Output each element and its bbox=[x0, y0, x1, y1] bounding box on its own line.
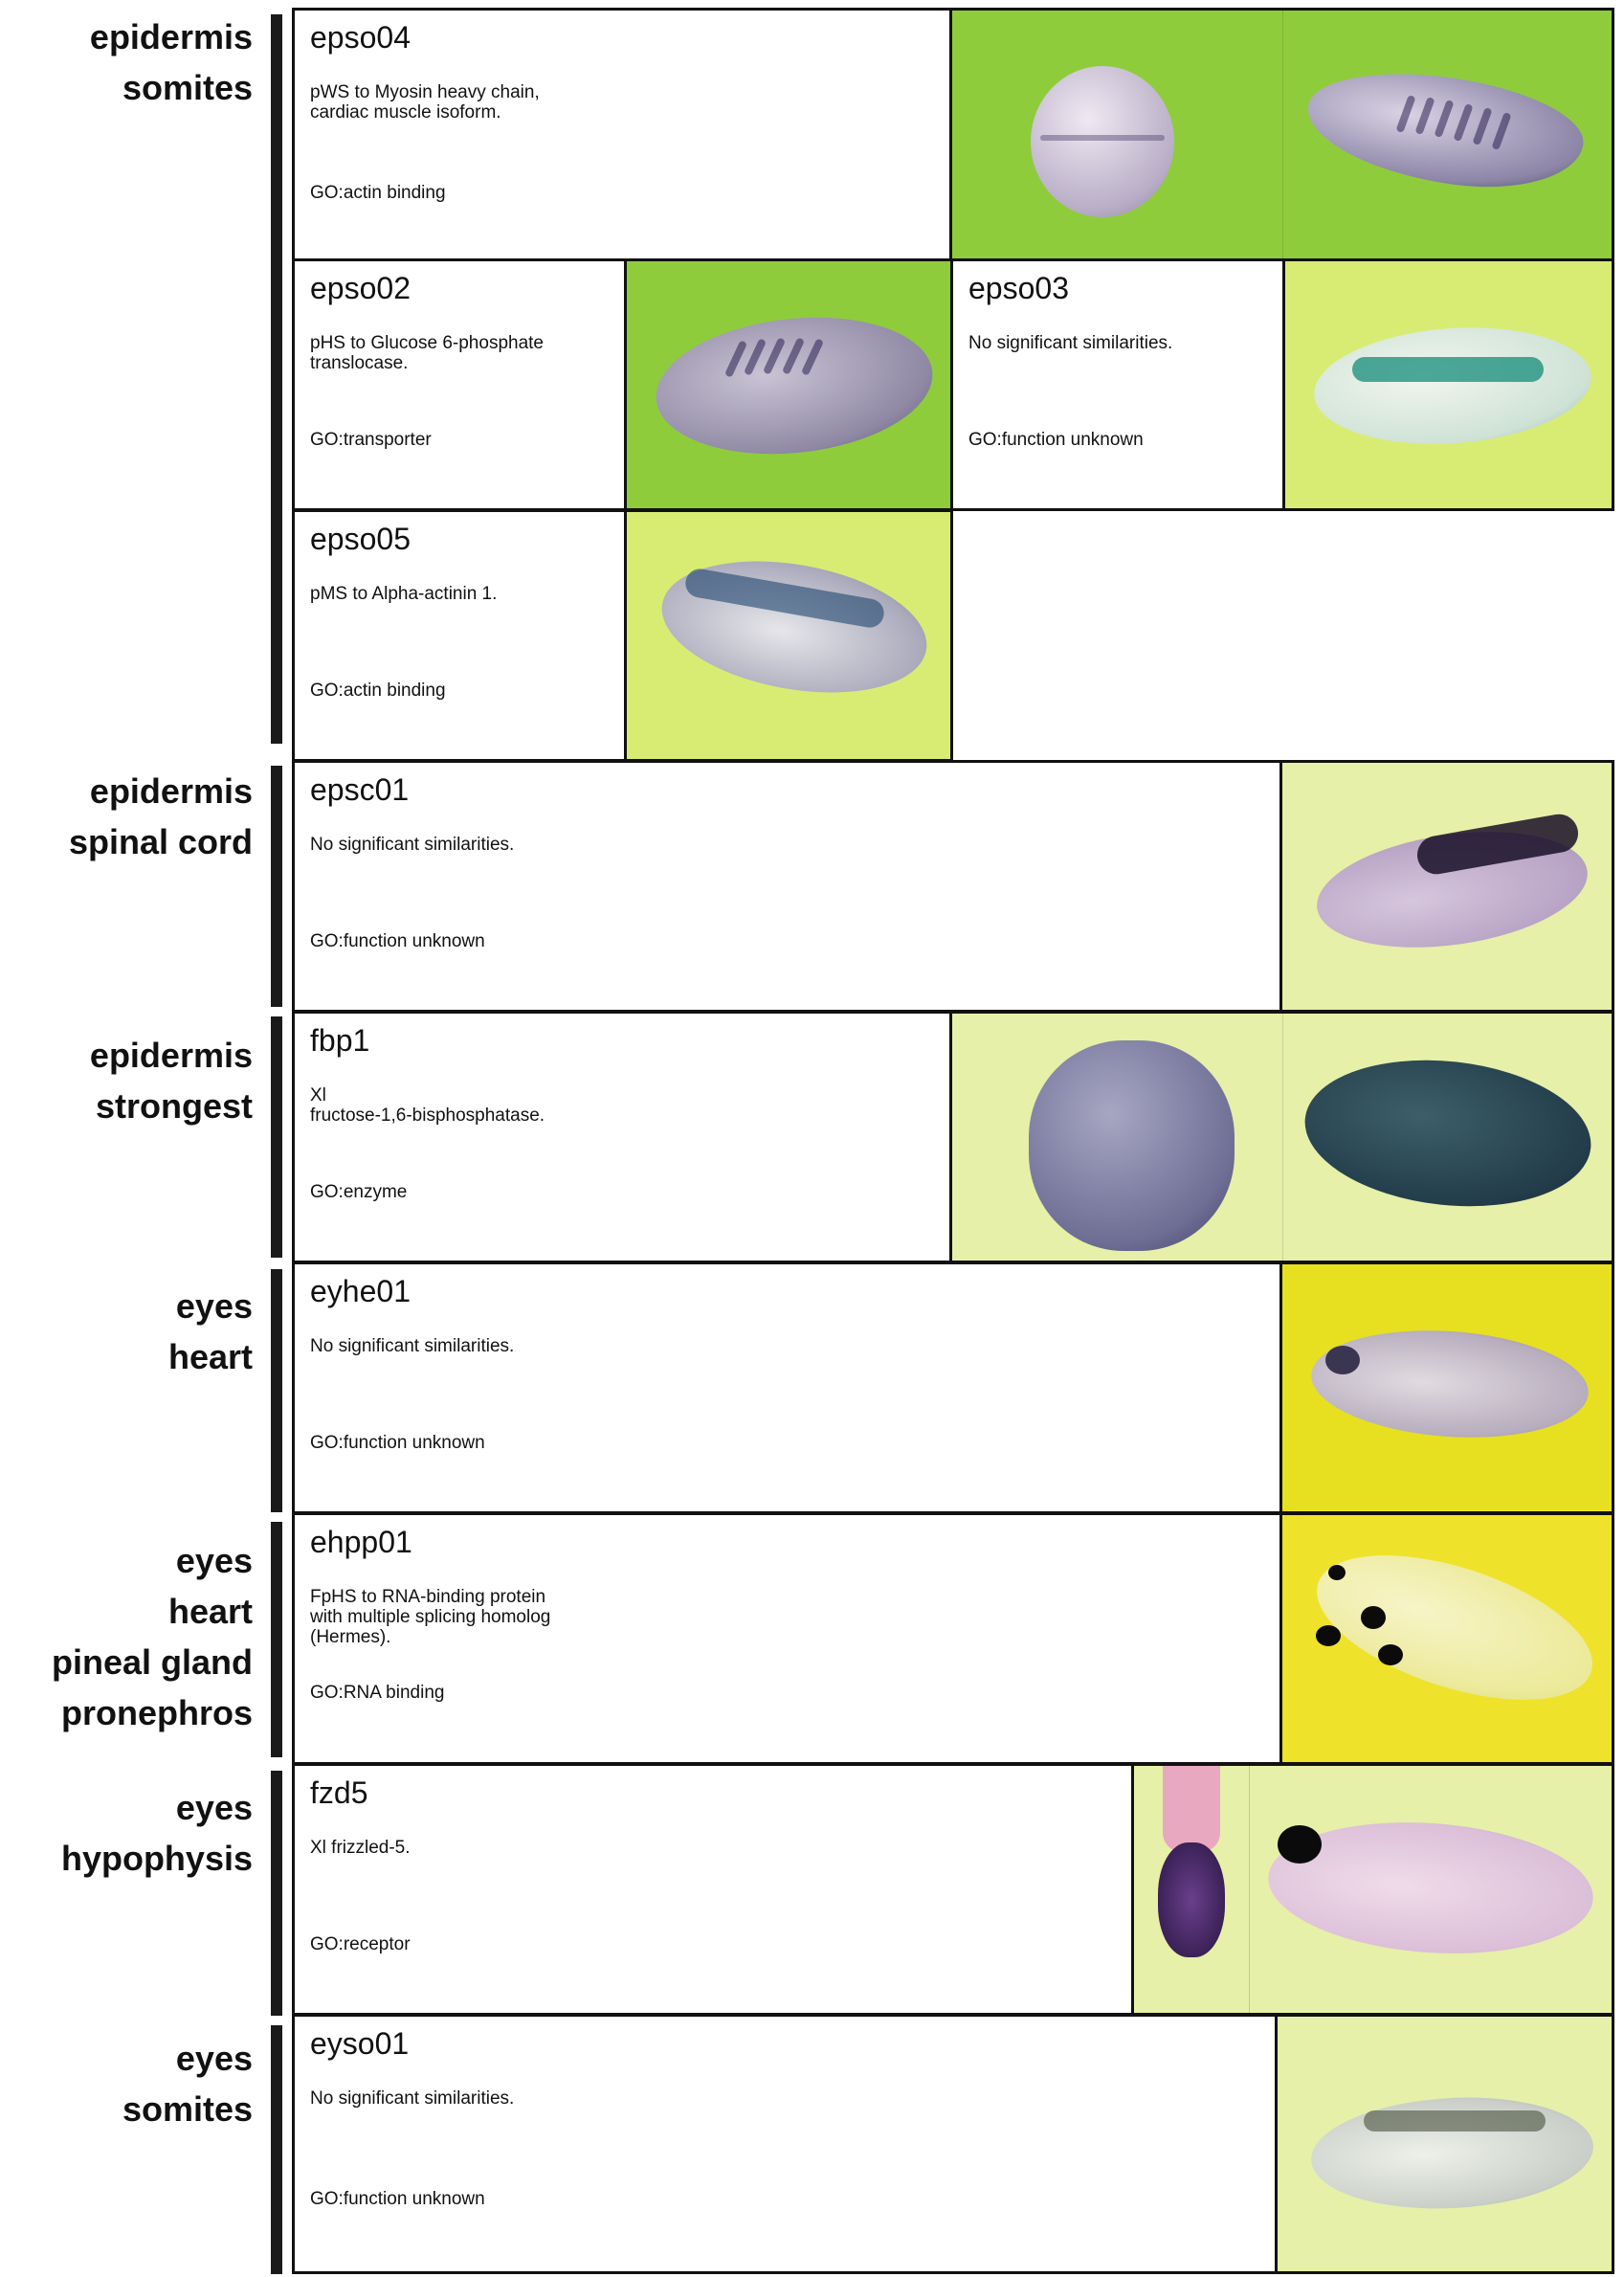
gene-go-term: GO:function unknown bbox=[968, 430, 1144, 450]
gene-box-epso03 bbox=[950, 258, 1285, 511]
group-label-eyes-heart-pineal-pronephros bbox=[52, 1535, 253, 1738]
group-label-line: pronephros bbox=[60, 1693, 253, 1732]
gene-name: eyso01 bbox=[310, 2026, 410, 2061]
embryo-tailbud bbox=[1298, 1047, 1598, 1220]
embryo-tailbud bbox=[1301, 58, 1590, 201]
in-situ-image-epsc01 bbox=[1279, 760, 1614, 1013]
group-label-line: hypophysis bbox=[60, 1839, 253, 1878]
gene-box-epsc01 bbox=[292, 760, 1282, 1013]
group-label-eyes-hypophysis bbox=[61, 1782, 253, 1884]
gene-description: No significant similarities. bbox=[310, 2088, 515, 2109]
embryo-tailbud bbox=[1308, 1322, 1592, 1446]
gene-description: pWS to Myosin heavy chain, cardiac muscle isoform. bbox=[310, 82, 540, 123]
in-situ-image-epso02 bbox=[624, 258, 953, 511]
group-label-line: pineal gland bbox=[51, 1642, 253, 1682]
group-label-line: heart bbox=[167, 1337, 253, 1376]
gene-go-term: GO:actin binding bbox=[310, 183, 446, 203]
group-label-line: eyes bbox=[175, 2039, 253, 2078]
group-bar bbox=[271, 766, 282, 1007]
gene-box-epso04 bbox=[292, 8, 952, 261]
group-label-line: strongest bbox=[95, 1086, 253, 1126]
in-situ-image-epso04 bbox=[949, 8, 1614, 261]
in-situ-image-eyhe01 bbox=[1279, 1261, 1614, 1514]
gene-go-term: GO:enzyme bbox=[310, 1182, 408, 1202]
gene-name: epso02 bbox=[310, 271, 411, 305]
gene-go-term: GO:function unknown bbox=[310, 1433, 485, 1453]
gene-name: epso05 bbox=[310, 522, 411, 556]
gene-name: fbp1 bbox=[310, 1023, 370, 1058]
group-label-line: eyes bbox=[175, 1788, 253, 1827]
gene-description: FpHS to RNA-binding protein with multiple splicing homolog (Hermes). bbox=[310, 1587, 551, 1647]
group-label-line: epidermis bbox=[89, 1036, 253, 1075]
gene-box-fbp1 bbox=[292, 1011, 952, 1263]
embryo-sphere bbox=[1029, 1040, 1235, 1251]
in-situ-image-epso05 bbox=[624, 509, 953, 762]
gene-box-eyhe01 bbox=[292, 1261, 1282, 1514]
group-label-epidermis-strongest bbox=[90, 1030, 253, 1131]
group-bar bbox=[271, 1016, 282, 1258]
group-label-line: somites bbox=[122, 68, 253, 107]
gene-name: epsc01 bbox=[310, 772, 410, 807]
gene-box-fzd5 bbox=[292, 1763, 1134, 2016]
group-bar bbox=[271, 2025, 282, 2274]
group-label-line: heart bbox=[167, 1592, 253, 1631]
gene-go-term: GO:RNA binding bbox=[310, 1683, 445, 1703]
gene-go-term: GO:actin binding bbox=[310, 681, 446, 701]
gene-go-term: GO:function unknown bbox=[310, 2189, 485, 2209]
embryo-frontal-view bbox=[1163, 1766, 1220, 1852]
group-label-epidermis-spinal-cord bbox=[69, 766, 253, 867]
group-label-line: epidermis bbox=[89, 17, 253, 56]
somite-stain-band bbox=[1352, 357, 1544, 382]
gene-name: epso03 bbox=[968, 271, 1069, 305]
gene-description: pHS to Glucose 6-phosphate translocase. bbox=[310, 333, 544, 373]
eye-stain bbox=[1325, 1346, 1360, 1374]
gene-go-term: GO:function unknown bbox=[310, 931, 485, 951]
embryo-groove bbox=[1040, 135, 1165, 141]
somite-stain-band bbox=[1364, 2110, 1546, 2132]
gene-description: Xl fructose-1,6-bisphosphatase. bbox=[310, 1085, 545, 1126]
embryo-sphere bbox=[1031, 66, 1174, 217]
gene-name: fzd5 bbox=[310, 1775, 368, 1810]
embryo-tailbud bbox=[1300, 1527, 1610, 1730]
embryo-tailbud bbox=[649, 304, 939, 467]
gene-box-ehpp01 bbox=[292, 1512, 1282, 1765]
group-label-line: epidermis bbox=[89, 771, 253, 811]
gene-name: eyhe01 bbox=[310, 1274, 411, 1308]
group-label-eyes-somites bbox=[122, 2033, 253, 2134]
group-bar bbox=[271, 1771, 282, 2016]
group-bar bbox=[271, 1269, 282, 1512]
pronephros-stain bbox=[1378, 1644, 1403, 1665]
group-label-epidermis-somites bbox=[90, 11, 253, 113]
group-label-line: eyes bbox=[175, 1541, 253, 1580]
group-bar bbox=[271, 1522, 282, 1757]
in-situ-image-fbp1 bbox=[949, 1011, 1614, 1263]
gene-description: No significant similarities. bbox=[310, 1336, 515, 1356]
embryo-tailbud bbox=[652, 543, 937, 712]
gene-go-term: GO:receptor bbox=[310, 1934, 411, 1954]
gene-description: No significant similarities. bbox=[310, 835, 515, 855]
gene-name: ehpp01 bbox=[310, 1525, 412, 1559]
in-situ-image-ehpp01 bbox=[1279, 1512, 1614, 1765]
group-label-line: somites bbox=[122, 2089, 253, 2129]
gene-description: Xl frizzled-5. bbox=[310, 1838, 411, 1858]
pineal-stain bbox=[1328, 1565, 1346, 1580]
gene-box-eyso01 bbox=[292, 2014, 1282, 2274]
heart-stain bbox=[1361, 1606, 1386, 1629]
group-label-line: spinal cord bbox=[68, 822, 253, 861]
in-situ-image-eyso01 bbox=[1275, 2014, 1614, 2274]
in-situ-image-fzd5 bbox=[1131, 1763, 1614, 2016]
group-label-line: eyes bbox=[175, 1286, 253, 1326]
gene-description: pMS to Alpha-actinin 1. bbox=[310, 584, 498, 604]
gene-description: No significant similarities. bbox=[968, 333, 1173, 353]
gene-box-epso02 bbox=[292, 258, 627, 511]
group-label-eyes-heart bbox=[168, 1281, 253, 1382]
gene-box-epso05 bbox=[292, 509, 627, 762]
eye-stain bbox=[1278, 1825, 1322, 1864]
eye-stain bbox=[1316, 1625, 1341, 1646]
group-bar bbox=[271, 14, 282, 744]
embryo-tailbud bbox=[1308, 2090, 1596, 2215]
gene-go-term: GO:transporter bbox=[310, 430, 432, 450]
embryo-tailbud bbox=[1310, 319, 1595, 453]
in-situ-image-epso03 bbox=[1282, 258, 1614, 511]
gene-name: epso04 bbox=[310, 20, 411, 55]
hypophysis-stain bbox=[1158, 1842, 1225, 1957]
